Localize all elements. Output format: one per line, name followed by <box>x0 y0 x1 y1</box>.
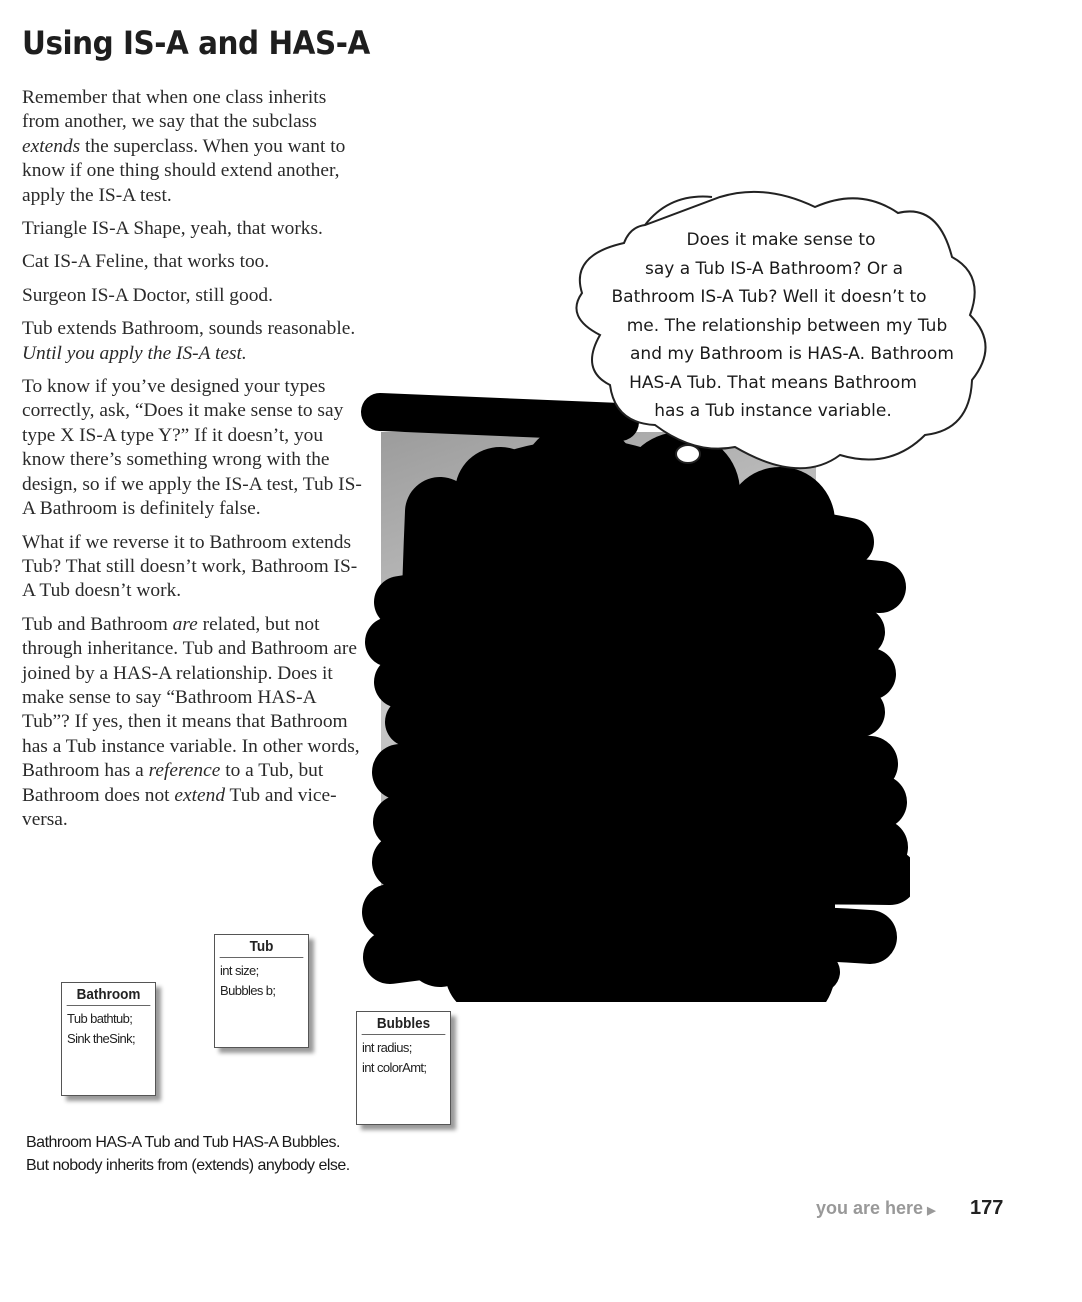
class-field: int size; <box>220 963 259 978</box>
class-field: int radius; <box>362 1040 412 1055</box>
class-field: Sink theSink; <box>67 1031 136 1046</box>
caption-line: Bathroom HAS-A Tub and Tub HAS-A Bubbles. <box>26 1134 340 1151</box>
class-name: Bathroom <box>67 983 151 1006</box>
bubble-line: and my Bathroom is HAS-A. Bathroom <box>630 344 954 364</box>
page-title: Using IS-A and HAS-A <box>22 24 370 62</box>
paragraph-surgeon: Surgeon IS-A Doctor, still good. <box>22 284 273 306</box>
page-number: 177 <box>970 1197 1004 1219</box>
body-text <box>22 86 367 841</box>
you-are-here-link[interactable] <box>816 1198 936 1219</box>
paragraph-intro: Remember that when one class inherits from another, we say that the subclass extends the superclass. When you want to know if one thing should extend another, apply the IS-A test. <box>22 87 346 206</box>
bubble-line: me. The relationship between my Tub <box>626 315 948 336</box>
bubble-line: Does it make sense to <box>686 230 876 250</box>
class-field: int colorAmt; <box>362 1060 427 1075</box>
paragraph-tub-extends: Tub extends Bathroom, sounds reasonable. <box>22 318 356 340</box>
bubble-line: Bathroom IS-A Tub? Well it doesn’t to <box>611 287 927 307</box>
bubble-line: HAS-A Tub. That means Bathroom <box>629 372 917 393</box>
class-name: Bubbles <box>362 1012 446 1035</box>
bathroom-class-box <box>61 982 156 1096</box>
paragraph-triangle: Triangle IS-A Shape, yeah, that works. <box>22 218 323 240</box>
class-name: Tub <box>220 935 304 958</box>
caption-line: But nobody inherits from (extends) anybody else. <box>26 1157 350 1174</box>
paragraph-cat: Cat IS-A Feline, that works too. <box>22 251 270 273</box>
tub-class-box <box>214 934 309 1048</box>
thought-bubble-text <box>588 226 954 426</box>
paragraph-has-a: Tub and Bathroom are related, but not through inheritance. Tub and Bathroom are joined by a HAS-A relationship. Does it make sense to say “Bathroom HAS-A Tub”? If yes, then it means that Bathroom has a Tub instance variable. In other words, Bathroom has a reference to a Tub, but Bathroom does not extend Tub and vice-versa. <box>22 613 360 830</box>
class-field: Bubbles b; <box>220 983 276 998</box>
paragraph-design-check: To know if you’ve designed your types correctly, ask, “Does it make sense to say type X IS-A type Y?” If it doesn’t, you know there’s something wrong with the design, so if we apply the IS-A test, Tub IS-A Bathroom is definitely false. <box>22 376 362 520</box>
bubbles-class-box <box>356 1011 451 1125</box>
class-field: Tub bathtub; <box>67 1011 133 1026</box>
paragraph-reverse: What if we reverse it to Bathroom extends Tub? That still doesn’t work, Bathroom IS-A Tub doesn’t work. <box>22 531 358 602</box>
redaction-scribble <box>350 392 910 1002</box>
bubble-line: has a Tub instance variable. <box>654 401 892 421</box>
nav-label: you are here <box>816 1198 924 1218</box>
bubble-line: say a Tub IS-A Bathroom? Or a <box>644 258 904 279</box>
diagram-caption <box>26 1131 350 1177</box>
paragraph-until-test: Until you apply the IS-A test. <box>22 342 247 364</box>
triangle-right-icon: ▶ <box>927 1205 936 1217</box>
